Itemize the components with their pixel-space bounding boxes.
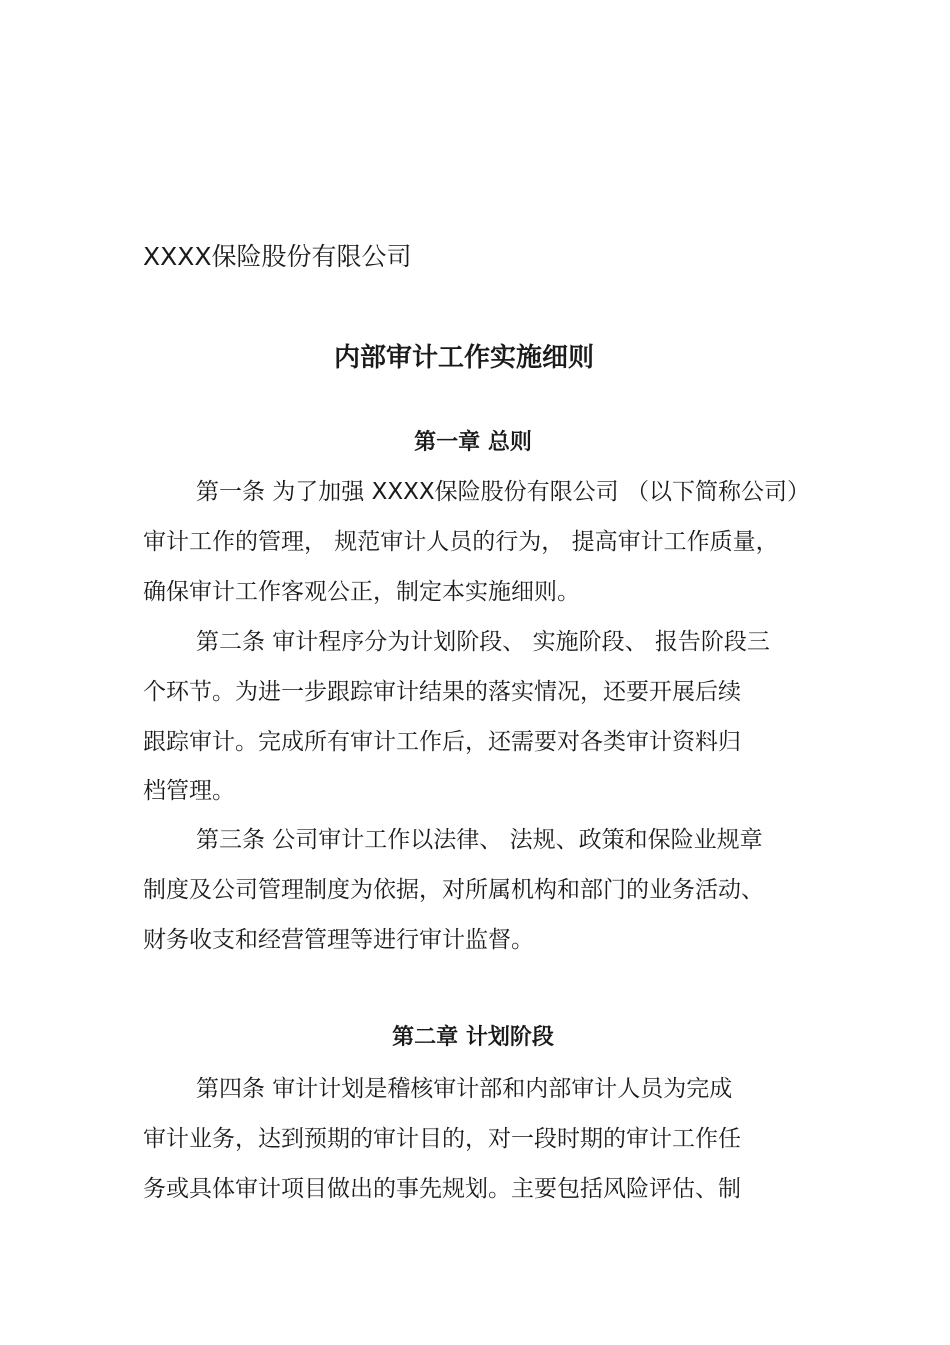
article-3-line-2: 制度及公司管理制度为依据，对所属机构和部门的业务活动、: [143, 877, 764, 903]
article-2-line-4: 档管理。: [143, 778, 235, 804]
article-2-line-2: 个环节。为进一步跟踪审计结果的落实情况，还要开展后续: [143, 679, 741, 705]
chapter-2-heading: 第二章 计划阶段: [392, 1025, 554, 1050]
article-2-line-3: 跟踪审计。完成所有审计工作后，还需要对各类审计资料归: [143, 729, 741, 755]
article-3-line-1: 第三条 公司审计工作以法律、 法规、政策和保险业规章: [196, 827, 763, 853]
article-4-line-1: 第四条 审计计划是稽核审计部和内部审计人员为完成: [196, 1076, 733, 1102]
article-1-line-1: 第一条 为了加强 XXXX保险股份有限公司 （以下简称公司）: [196, 479, 810, 505]
article-4-line-2: 审计业务，达到预期的审计目的，对一段时期的审计工作任: [143, 1126, 741, 1152]
company-name: XXXX保险股份有限公司: [143, 242, 412, 271]
article-2-line-1: 第二条 审计程序分为计划阶段、 实施阶段、 报告阶段三: [196, 629, 770, 655]
chapter-1-heading: 第一章 总则: [414, 430, 532, 455]
article-1-line-2: 审计工作的管理， 规范审计人员的行为， 提高审计工作质量，: [143, 529, 779, 555]
article-3-line-3: 财务收支和经营管理等进行审计监督。: [143, 927, 534, 953]
document-title: 内部审计工作实施细则: [333, 343, 594, 373]
article-4-line-3: 务或具体审计项目做出的事先规划。主要包括风险评估、制: [143, 1176, 741, 1202]
article-1-line-3: 确保审计工作客观公正，制定本实施细则。: [143, 579, 580, 605]
